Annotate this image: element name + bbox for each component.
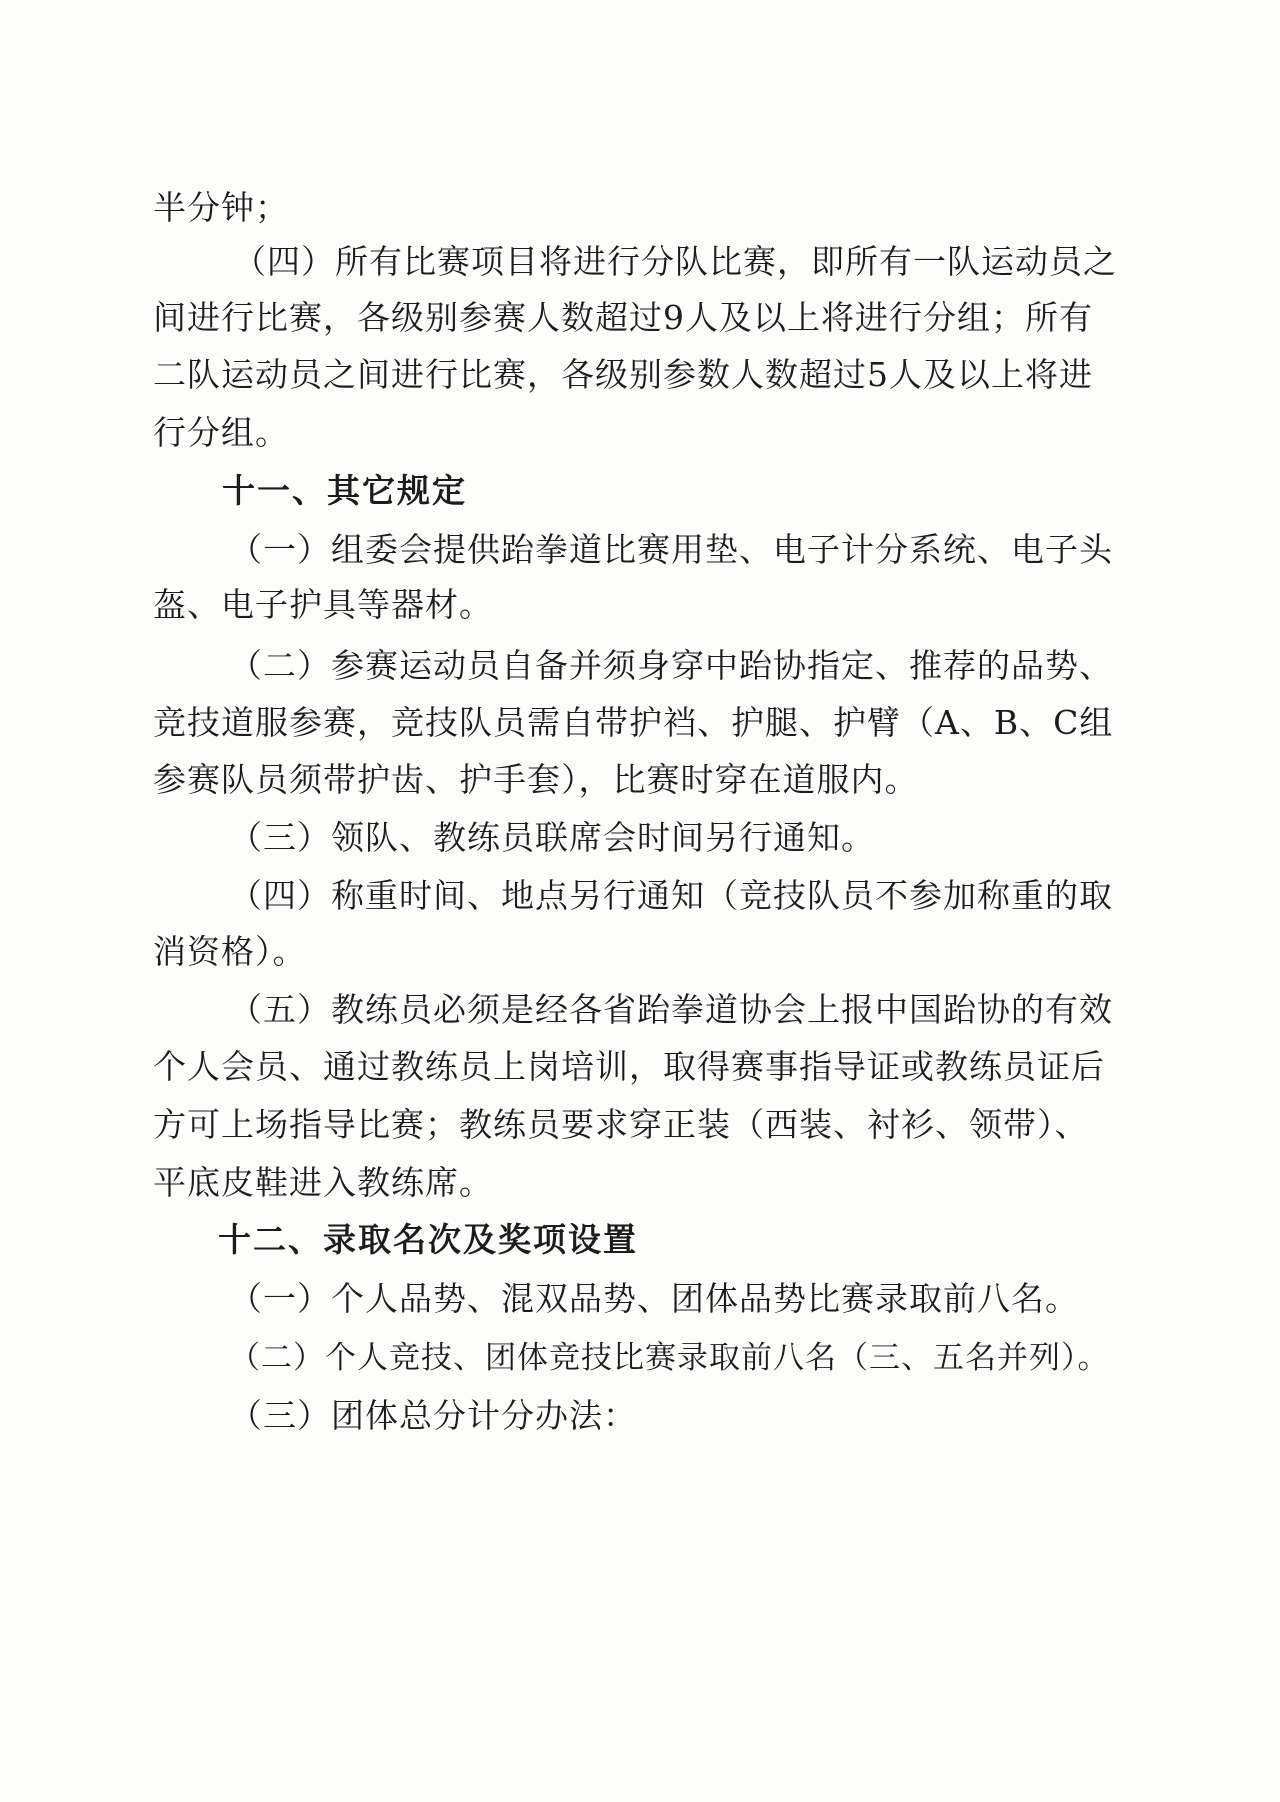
text-line: （一）组委会提供跆拳道比赛用垫、电子计分系统、电子头 [229, 530, 1113, 569]
text-line: （一）个人品势、混双品势、团体品势比赛录取前八名。 [229, 1279, 1079, 1318]
text-line: 参赛队员须带护齿、护手套），比赛时穿在道服内。 [153, 760, 919, 799]
text-line: 平底皮鞋进入教练席。 [153, 1163, 493, 1202]
text-line: 消资格）。 [153, 932, 307, 971]
text-line: 半分钟； [153, 188, 289, 227]
text-line: （四）所有比赛项目将进行分队比赛，即所有一队运动员之 [233, 242, 1117, 281]
text-line: 二队运动员之间进行比赛，各级别参数人数超过5人及以上将进 [153, 355, 1093, 394]
section-heading: 十二、录取名次及奖项设置 [218, 1220, 638, 1259]
text-line: 个人会员、通过教练员上岗培训，取得赛事指导证或教练员证后 [153, 1047, 1105, 1086]
text-line: 盔、电子护具等器材。 [153, 585, 493, 624]
section-heading: 十一、其它规定 [222, 471, 467, 510]
text-line: 间进行比赛，各级别参赛人数超过9人及以上将进行分组；所有 [153, 298, 1093, 337]
text-line: 方可上场指导比赛；教练员要求穿正装（西装、衬衫、领带）、 [153, 1105, 1089, 1144]
text-line: 行分组。 [153, 413, 289, 452]
text-line: （二）个人竞技、团体竞技比赛录取前八名（三、五名并列）。 [229, 1340, 1110, 1376]
text-line: （四）称重时间、地点另行通知（竞技队员不参加称重的取 [229, 876, 1113, 915]
text-line: （三）团体总分计分办法： [229, 1396, 637, 1435]
text-line: （三）领队、教练员联席会时间另行通知。 [229, 818, 875, 857]
text-line: （五）教练员必须是经各省跆拳道协会上报中国跆协的有效 [229, 990, 1113, 1029]
text-line: 竞技道服参赛，竞技队员需自带护裆、护腿、护臂（A、B、C组 [153, 703, 1114, 742]
text-line: （二）参赛运动员自备并须身穿中跆协指定、推荐的品势、 [229, 646, 1113, 685]
